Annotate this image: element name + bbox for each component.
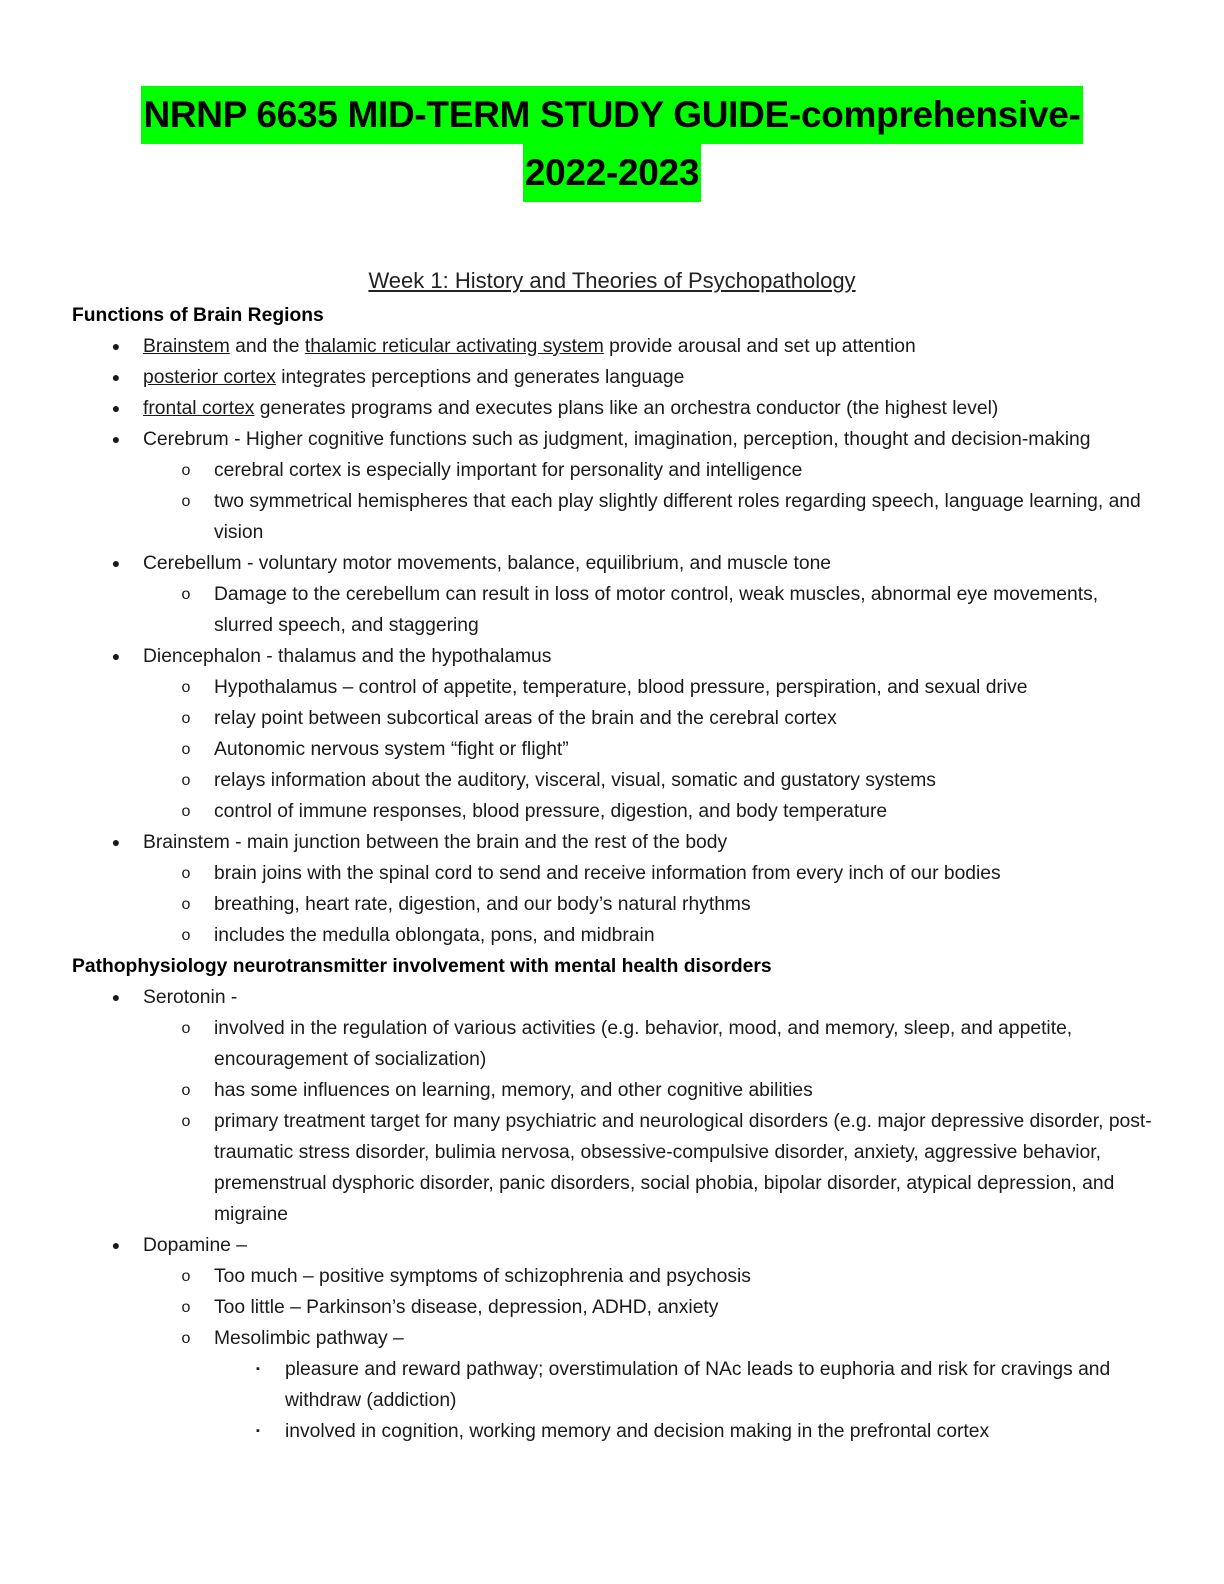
list-item xyxy=(72,641,1152,672)
bullet-marker: ● xyxy=(111,369,121,385)
item-text: pleasure and reward pathway; overstimulation of NAc leads to euphoria and risk for cravings and withdraw (addiction) xyxy=(285,1359,1111,1411)
sub-list-item xyxy=(72,734,1152,765)
circle-marker: o xyxy=(181,710,191,727)
sub-list-item xyxy=(72,1013,1152,1075)
item-text: cerebral cortex is especially important for personality and intelligence xyxy=(214,460,803,481)
sub-list-item xyxy=(72,703,1152,734)
circle-marker: o xyxy=(181,1082,191,1099)
document-title xyxy=(0,86,1224,202)
item-text: brain joins with the spinal cord to send and receive information from every inch of our bodies xyxy=(214,863,1001,884)
bullet-marker: ● xyxy=(111,1237,121,1253)
sub-list-item xyxy=(72,1261,1152,1292)
list-item xyxy=(72,982,1152,1013)
sub-sub-list-item xyxy=(72,1354,1152,1416)
sub-list-item xyxy=(72,672,1152,703)
bullet-marker: ● xyxy=(111,648,121,664)
sub-list-item xyxy=(72,1292,1152,1323)
item-text: two symmetrical hemispheres that each play slightly different roles regarding speech, language learning, and vision xyxy=(214,491,1141,543)
list-item xyxy=(72,393,1152,424)
sub-list-item xyxy=(72,765,1152,796)
item-text: primary treatment target for many psychiatric and neurological disorders (e.g. major depressive disorder, post-traumatic stress disorder, bulimia nervosa, obsessive-compulsive disorder, anxiety, aggressive behavior, premenstrual dysphoric disorder, panic disorders, social phobia, bipolar disorder, atypical depression, and migraine xyxy=(214,1111,1152,1225)
brain-regions-list xyxy=(72,331,1152,951)
item-text: control of immune responses, blood pressure, digestion, and body temperature xyxy=(214,801,888,822)
text-span: and the xyxy=(229,336,305,357)
text-span: integrates perceptions and generates language xyxy=(275,367,685,388)
list-item xyxy=(72,424,1152,455)
item-text: Serotonin - xyxy=(143,987,238,1008)
item-text: Autonomic nervous system “fight or flight” xyxy=(214,739,569,760)
term-posterior-cortex: posterior cortex xyxy=(143,367,276,388)
title-line-1: NRNP 6635 MID-TERM STUDY GUIDE-comprehensive- xyxy=(141,86,1082,144)
bullet-marker: ● xyxy=(111,834,121,850)
item-text: Cerebrum - Higher cognitive functions such as judgment, imagination, perception, thought and decision-making xyxy=(143,429,1091,450)
circle-marker: o xyxy=(181,1020,191,1037)
item-text: includes the medulla oblongata, pons, and midbrain xyxy=(214,925,655,946)
sub-list-item xyxy=(72,486,1152,548)
section-heading-brain-regions: Functions of Brain Regions xyxy=(72,305,324,326)
sub-list-item xyxy=(72,455,1152,486)
text-span: provide arousal and set up attention xyxy=(603,336,916,357)
square-marker: ▪ xyxy=(256,1363,260,1375)
circle-marker: o xyxy=(181,803,191,820)
item-text: involved in cognition, working memory and decision making in the prefrontal cortex xyxy=(285,1421,990,1442)
circle-marker: o xyxy=(181,1299,191,1316)
item-text: Dopamine – xyxy=(143,1235,247,1256)
circle-marker: o xyxy=(181,462,191,479)
item-text: Cerebellum - voluntary motor movements, balance, equilibrium, and muscle tone xyxy=(143,553,832,574)
circle-marker: o xyxy=(181,772,191,789)
circle-marker: o xyxy=(181,927,191,944)
list-item xyxy=(72,331,1152,362)
item-text: Mesolimbic pathway – xyxy=(214,1328,404,1349)
list-item xyxy=(72,827,1152,858)
term-brainstem: Brainstem xyxy=(143,336,230,357)
sub-list-item xyxy=(72,1323,1152,1354)
item-text: Damage to the cerebellum can result in loss of motor control, weak muscles, abnormal eye movements, slurred speech, and staggering xyxy=(214,584,1099,636)
list-item xyxy=(72,1230,1152,1261)
bullet-marker: ● xyxy=(111,555,121,571)
sub-list-item xyxy=(72,1106,1152,1230)
item-text: relay point between subcortical areas of the brain and the cerebral cortex xyxy=(214,708,837,729)
title-line-2: 2022-2023 xyxy=(523,144,701,202)
item-text: Too little – Parkinson’s disease, depression, ADHD, anxiety xyxy=(214,1297,719,1318)
circle-marker: o xyxy=(181,679,191,696)
circle-marker: o xyxy=(181,896,191,913)
sub-list-item xyxy=(72,1075,1152,1106)
neurotransmitter-list xyxy=(72,982,1152,1447)
text-span: generates programs and executes plans like an orchestra conductor (the highest level) xyxy=(254,398,999,419)
bullet-marker: ● xyxy=(111,400,121,416)
circle-marker: o xyxy=(181,1330,191,1347)
sub-list-item xyxy=(72,858,1152,889)
item-text: has some influences on learning, memory, and other cognitive abilities xyxy=(214,1080,813,1101)
square-marker: ▪ xyxy=(256,1425,260,1437)
sub-list-item xyxy=(72,796,1152,827)
item-text: relays information about the auditory, visceral, visual, somatic and gustatory systems xyxy=(214,770,936,791)
bullet-marker: ● xyxy=(111,989,121,1005)
section-heading-neurotransmitters: Pathophysiology neurotransmitter involvement with mental health disorders xyxy=(72,956,772,977)
circle-marker: o xyxy=(181,865,191,882)
term-reticular-system: thalamic reticular activating system xyxy=(304,336,604,357)
list-item xyxy=(72,362,1152,393)
item-text: Hypothalamus – control of appetite, temperature, blood pressure, perspiration, and sexual drive xyxy=(214,677,1028,698)
term-frontal-cortex: frontal cortex xyxy=(143,398,255,419)
sub-list-item xyxy=(72,889,1152,920)
item-text: Too much – positive symptoms of schizophrenia and psychosis xyxy=(214,1266,751,1287)
week-heading: Week 1: History and Theories of Psychopathology xyxy=(368,268,856,293)
sub-sub-list-item xyxy=(72,1416,1152,1447)
sub-list-item xyxy=(72,920,1152,951)
circle-marker: o xyxy=(181,586,191,603)
circle-marker: o xyxy=(181,1113,191,1130)
document-body xyxy=(72,300,1152,1447)
circle-marker: o xyxy=(181,493,191,510)
item-text: Brainstem - main junction between the brain and the rest of the body xyxy=(143,832,728,853)
list-item xyxy=(72,548,1152,579)
bullet-marker: ● xyxy=(111,431,121,447)
circle-marker: o xyxy=(181,741,191,758)
item-text: breathing, heart rate, digestion, and our body’s natural rhythms xyxy=(214,894,751,915)
sub-list-item xyxy=(72,579,1152,641)
item-text: Diencephalon - thalamus and the hypothalamus xyxy=(143,646,552,667)
bullet-marker: ● xyxy=(111,338,121,354)
item-text: involved in the regulation of various activities (e.g. behavior, mood, and memory, sleep, and appetite, encouragement of socialization) xyxy=(214,1018,1073,1070)
circle-marker: o xyxy=(181,1268,191,1285)
